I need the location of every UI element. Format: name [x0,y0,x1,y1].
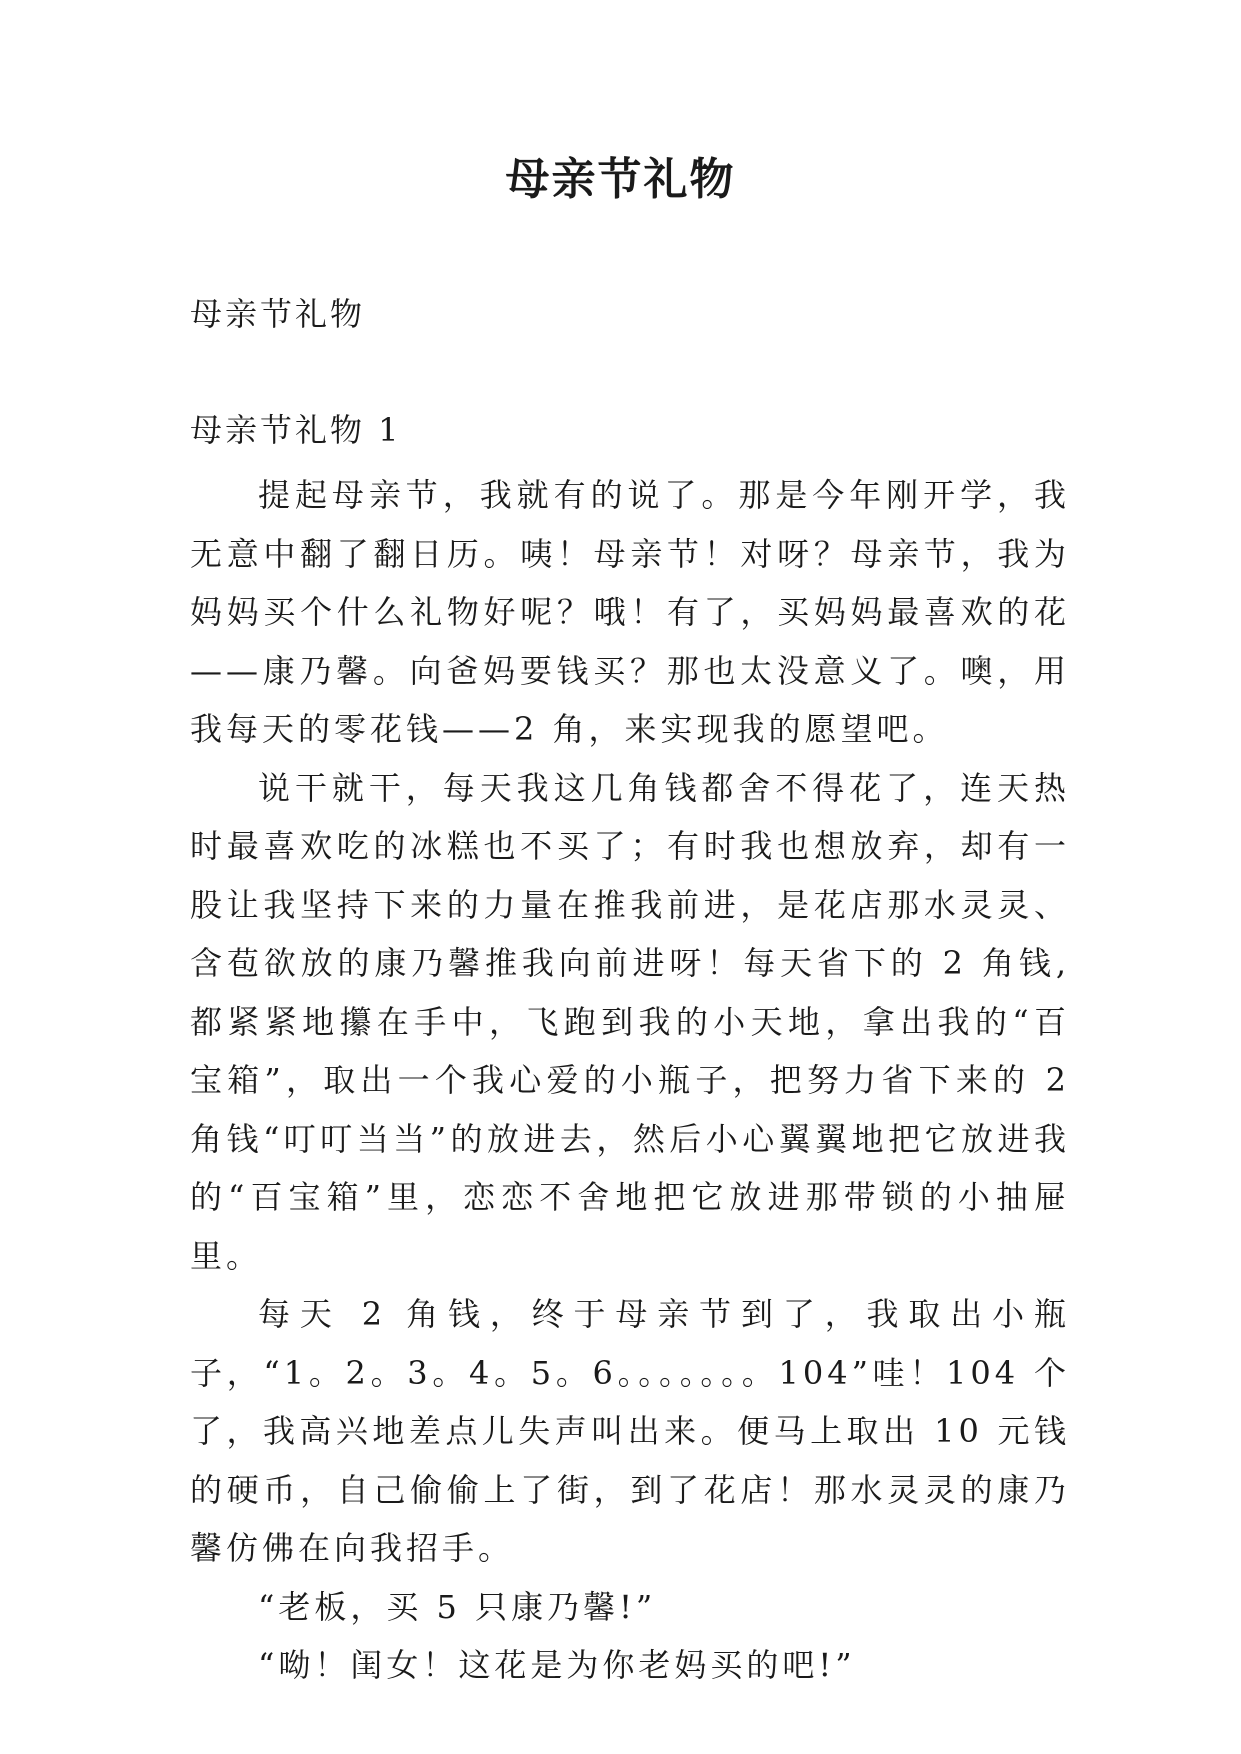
paragraph: 提起母亲节，我就有的说了。那是今年刚开学，我无意中翻了翻日历。咦！母亲节！对呀？母亲节，我为妈妈买个什么礼物好呢？哦！有了，买妈妈最喜欢的花——康乃馨。向爸妈要钱买？那也太没意义了。噢，用我每天的零花钱——2 角，来实现我的愿望吧。 [190,476,1070,748]
document-body [190,466,1070,1695]
paragraph: “老板，买 5 只康乃馨!” [258,1587,657,1626]
paragraph: 说干就干，每天我这几角钱都舍不得花了，连天热时最喜欢吃的冰糕也不买了；有时我也想放弃，却有一股让我坚持下来的力量在推我前进，是花店那水灵灵、含苞欲放的康乃馨推我向前进呀！每天省下的 2 角钱,都紧紧地攥在手中，飞跑到我的小天地，拿出我的“百宝箱”，取出一个我心爱的小瓶子，把努力省下来的 2 角钱“叮叮当当”的放进去，然后小心翼翼地把它放进我的“百宝箱”里，恋恋不舍地把它放进那带锁的小抽屉里。 [190,768,1070,1275]
section-heading: 母亲节礼物 1 [190,411,402,449]
paragraph: 每天 2 角钱，终于母亲节到了，我取出小瓶子，“1。2。3。4。5。6。。。。。。。104”哇！104 个了，我高兴地差点儿失声叫出来。便马上取出 10 元钱的硬币，自己偷偷上了街，到了花店！那水灵灵的康乃馨仿佛在向我招手。 [190,1295,1070,1567]
paragraph: “呦！闺女！这花是为你老妈买的吧!” [258,1646,856,1684]
document-subtitle: 母亲节礼物 [190,295,366,333]
document-title: 母亲节礼物 [505,154,736,205]
